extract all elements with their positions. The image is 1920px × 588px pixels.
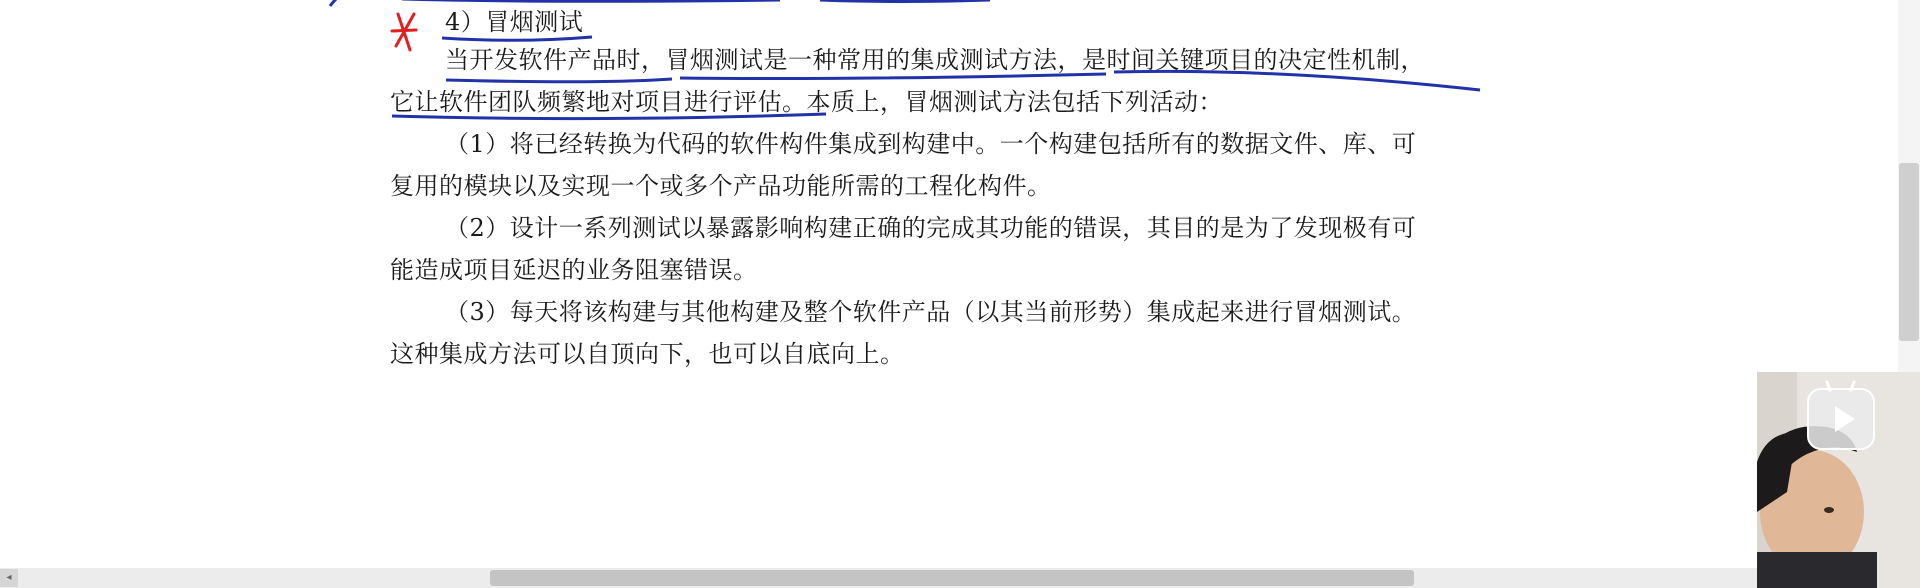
paragraph-line-4: 复用的模块以及实现一个或多个产品功能所需的工程化构件。 (390, 172, 1052, 200)
horizontal-scroll-thumb[interactable] (490, 570, 1414, 586)
vertical-scroll-thumb[interactable] (1899, 163, 1919, 341)
play-icon[interactable] (1807, 388, 1875, 450)
horizontal-scrollbar[interactable] (0, 568, 1920, 588)
paragraph-line-2: 它让软件团队频繁地对项目进行评估。本质上，冒烟测试方法包括下列活动： (390, 88, 1223, 116)
paragraph-line-5: （2）设计一系列测试以暴露影响构建正确的完成其功能的错误，其目的是为了发现极有可 (445, 214, 1417, 242)
red-star-mark (392, 14, 416, 50)
section-heading: 4）冒烟测试 (445, 8, 584, 36)
scroll-left-arrow-icon[interactable]: ◂ (0, 569, 18, 587)
paragraph-line-1: 当开发软件产品时，冒烟测试是一种常用的集成测试方法，是时间关键项目的决定性机制， (445, 46, 1425, 74)
play-triangle (1835, 406, 1855, 432)
paragraph-line-8: 这种集成方法可以自顶向下，也可以自底向上。 (390, 340, 905, 368)
ink-top-stroke (330, 0, 337, 6)
paragraph-line-7: （3）每天将该构建与其他构建及整个软件产品（以其当前形势）集成起来进行冒烟测试。 (445, 298, 1417, 326)
ink-top-underline-a (402, 0, 780, 1)
ink-top-underline-b (820, 0, 990, 2)
paragraph-line-6: 能造成项目延迟的业务阻塞错误。 (390, 256, 758, 284)
line1-underline-a (446, 79, 672, 82)
paragraph-line-3: （1）将已经转换为代码的软件构件集成到构建中。一个构建包括所有的数据文件、库、可 (445, 130, 1417, 158)
